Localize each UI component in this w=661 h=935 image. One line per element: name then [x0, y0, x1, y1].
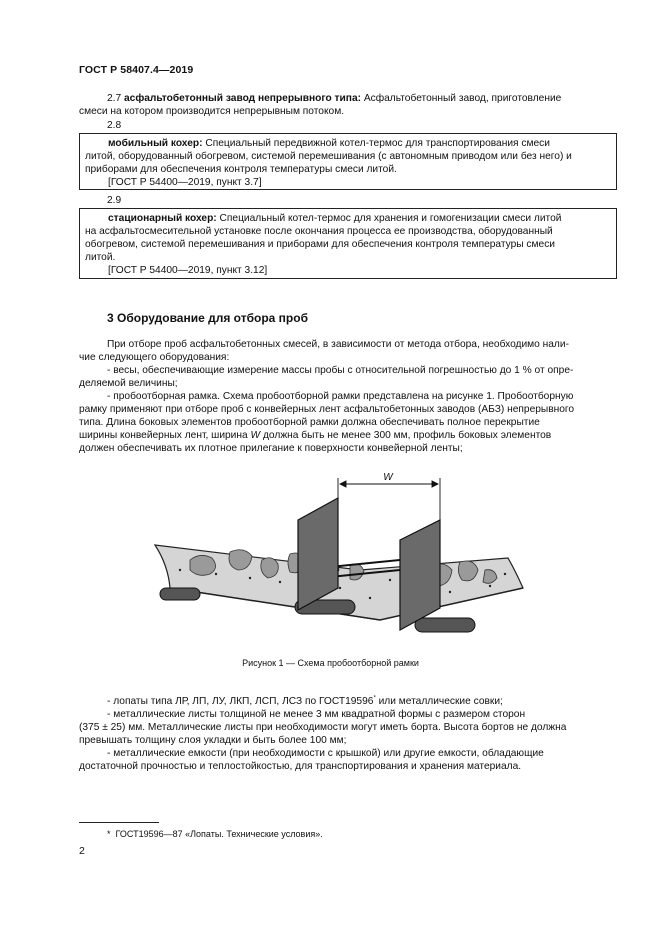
list-item-line: типа. Длина боковых элементов пробоотборной рамки должна обеспечивать полное перекрытие: [79, 417, 540, 428]
term-2-7-line2: смеси на котором производится непрерывным потоком.: [79, 106, 345, 117]
term-number: 2.7: [107, 93, 122, 104]
term-2-8-box: [79, 133, 617, 190]
term-title: мобильный кохер:: [108, 138, 203, 149]
term-number: 2.8: [107, 120, 122, 131]
term-number: 2.9: [107, 195, 122, 206]
list-item-line: достаточной прочностью и теплостойкостью, для транспортирования и хранения материала.: [79, 761, 522, 772]
text-run: должна быть не менее 300 мм, профиль боковых элементов: [262, 430, 552, 441]
footnote-text: ГОСТ19596—87 «Лопаты. Технические условия».: [115, 829, 323, 839]
text-run: или металлические совки;: [375, 696, 503, 707]
document-header: ГОСТ Р 58407.4—2019: [79, 64, 194, 76]
figure-caption: Рисунок 1 — Схема пробоотборной рамки: [242, 658, 419, 668]
frame-side-plate-right: [400, 520, 440, 630]
term-definition: Асфальтобетонный завод, приготовление: [363, 93, 562, 104]
text-run: - лопаты типа ЛР, ЛП, ЛУ, ЛКП, ЛСП, ЛСЗ по ГОСТ19596: [107, 696, 374, 707]
page-number: 2: [79, 845, 85, 857]
section-heading: 3 Оборудование для отбора проб: [107, 311, 308, 325]
list-item-line: [79, 429, 617, 442]
term-title: асфальтобетонный завод непрерывного типа:: [124, 93, 362, 104]
width-dimension: [338, 478, 440, 520]
width-symbol: W: [250, 430, 261, 441]
list-item-line: (375 ± 25) мм. Металлические листы при необходимости могут иметь борта. Высота бортов не должна: [79, 722, 567, 733]
sampling-frame-figure: [150, 470, 530, 650]
paragraph-line: При отборе проб асфальтобетонных смесей, в зависимости от метода отбора, необходимо нали-: [107, 339, 569, 350]
term-2-9-box: [79, 208, 617, 279]
footnote: [107, 829, 323, 839]
term-2-9-line1: [108, 212, 612, 225]
width-label: W: [383, 472, 393, 483]
list-item-line: [107, 695, 617, 708]
term-2-8-line3: приборами для обеспечения контроля температуры смеси литой.: [85, 164, 397, 175]
list-item-line: должен обеспечивать их плотное прилегание к поверхности конвейерной ленты;: [79, 443, 463, 454]
term-2-8-source: [ГОСТ Р 54400—2019, пункт 3.7]: [108, 177, 262, 188]
footnote-mark: *: [373, 695, 376, 702]
paragraph-line: чие следующего оборудования:: [79, 352, 230, 363]
list-item-line: - металлические емкости (при необходимости с крышкой) или другие емкости, обладающие: [107, 748, 544, 759]
list-item-line: рамку применяют при отборе проб с конвейерных лент асфальтобетонных заводов (АБЗ) непрерывного: [79, 404, 575, 415]
text-run: ширины конвейерных лент, ширина: [79, 430, 248, 441]
term-definition: Специальный передвижной котел-термос для транспортирования смеси: [205, 138, 550, 149]
term-2-7-line1: [107, 92, 617, 105]
list-item-line: - весы, обеспечивающие измерение массы пробы с относительной погрешностью до 1 % от опре-: [107, 365, 574, 376]
list-item-line: - пробоотборная рамка. Схема пробоотборной рамки представлена на рисунке 1. Пробоотборную: [107, 391, 574, 402]
list-item-line: деляемой величины;: [79, 378, 178, 389]
term-2-9-line2: на асфальтосмесительной установке после окончания процесса ее производства, оборудованный: [85, 226, 553, 237]
term-2-9-source: [ГОСТ Р 54400—2019, пункт 3.12]: [108, 265, 268, 276]
term-2-8-line2: литой, оборудованный обогревом, системой перемешивания (с автономным приводом или без него) и: [85, 151, 572, 162]
footnote-mark: *: [107, 829, 111, 839]
list-item-line: - металлические листы толщиной не менее 3 мм квадратной формы с размером сторон: [107, 709, 526, 720]
term-2-9-line3: обогревом, системой перемешивания и приборами для обеспечения контроля температуры смеси: [85, 239, 555, 250]
footnote-rule: [79, 822, 159, 823]
term-2-8-line1: [108, 137, 612, 150]
term-2-9-line4: литой.: [85, 252, 116, 263]
term-title: стационарный кохер:: [108, 213, 217, 224]
term-definition: Специальный котел-термос для хранения и гомогенизации смеси литой: [219, 213, 562, 224]
list-item-line: превышать толщину слоя укладки и быть более 100 мм;: [79, 735, 347, 746]
